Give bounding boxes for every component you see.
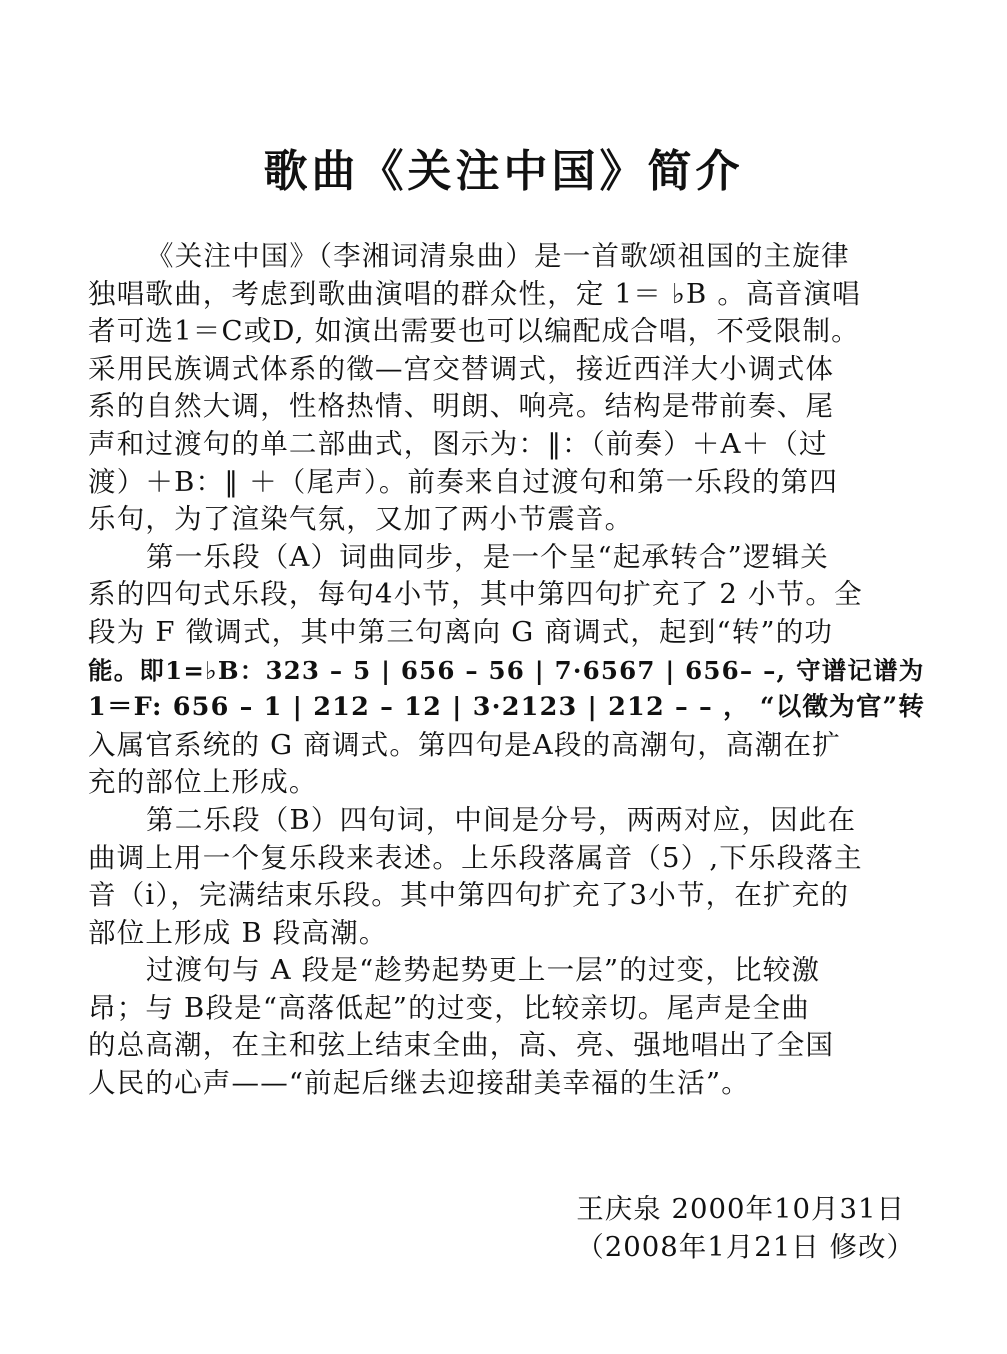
revision-date: （2008年1月21日 修改）	[576, 1231, 915, 1263]
text-line: 第二乐段（B）四句词，中间是分号，两两对应，因此在	[146, 803, 857, 836]
text-line: 段为 F 徵调式，其中第三句离向 G 商调式，起到“转”的功	[88, 615, 834, 648]
notation-line: 能。即1=♭B：323 – 5 | 656 – 56 | 7·6567 | 656– –, 守谱记谱为	[88, 655, 925, 685]
notation-line: 1＝F: 656 – 1 | 212 – 12 | 3·2123 | 212 – – ， “以徵为官”转	[88, 692, 926, 723]
signature-block	[576, 1190, 915, 1266]
text-line: 音（i̇），完满结束乐段。其中第四句扩充了3小节，在扩充的	[88, 879, 850, 912]
text-line: 独唱歌曲，考虑到歌曲演唱的群众性，定 1＝ ♭B 。高音演唱	[88, 277, 861, 310]
text-line: 的总高潮，在主和弦上结束全曲，高、亮、强地唱出了全国	[88, 1029, 835, 1062]
text-line: 过渡句与 A 段是“趁势起势更上一层”的过变，比较激	[146, 954, 821, 987]
document-title: 歌曲《关注中国》简介	[263, 146, 744, 197]
paragraph-1	[88, 238, 926, 539]
document-body	[88, 238, 926, 1103]
text-line: 人民的心声——“前起后继去迎接甜美幸福的生活”。	[88, 1067, 750, 1100]
text-line: 《关注中国》（李湘词清泉曲）是一首歌颂祖国的主旋律	[146, 240, 850, 272]
paragraph-4	[88, 952, 926, 1102]
text-line: 入属官系统的 G 商调式。第四句是A段的高潮句，高潮在扩	[88, 728, 841, 761]
text-line: 系的四句式乐段，每句4小节，其中第四句扩充了 2 小节。全	[88, 578, 863, 611]
paragraph-3	[88, 802, 926, 952]
text-line: 系的自然大调，性格热情、明朗、响亮。结构是带前奏、尾	[88, 390, 835, 423]
text-line: 第一乐段（A）词曲同步，是一个呈“起承转合”逻辑关	[146, 540, 829, 573]
text-line: 声和过渡句的单二部曲式，图示为：‖：（前奏）＋A＋（过	[88, 427, 828, 460]
text-line: 者可选1＝C或D, 如演出需要也可以编配成合唱，不受限制。	[88, 315, 860, 348]
text-line: 采用民族调式体系的徵—宫交替调式，接近西洋大小调式体	[88, 352, 835, 385]
text-line: 曲调上用一个复乐段来表述。上乐段落属音（5）,下乐段落主	[88, 841, 863, 874]
text-line: 部位上形成 B 段高潮。	[88, 916, 388, 949]
text-line: 渡）＋B：‖ ＋（尾声）。前奏来自过渡句和第一乐段的第四	[88, 465, 839, 498]
text-line: 乐句，为了渲染气氛，又加了两小节震音。	[88, 503, 634, 536]
paragraph-2	[88, 539, 926, 802]
author-date: 王庆泉 2000年10月31日	[576, 1193, 905, 1225]
text-line: 昂；与 B段是“高落低起”的过变，比较亲切。尾声是全曲	[88, 991, 810, 1024]
text-line: 充的部位上形成。	[88, 766, 318, 799]
